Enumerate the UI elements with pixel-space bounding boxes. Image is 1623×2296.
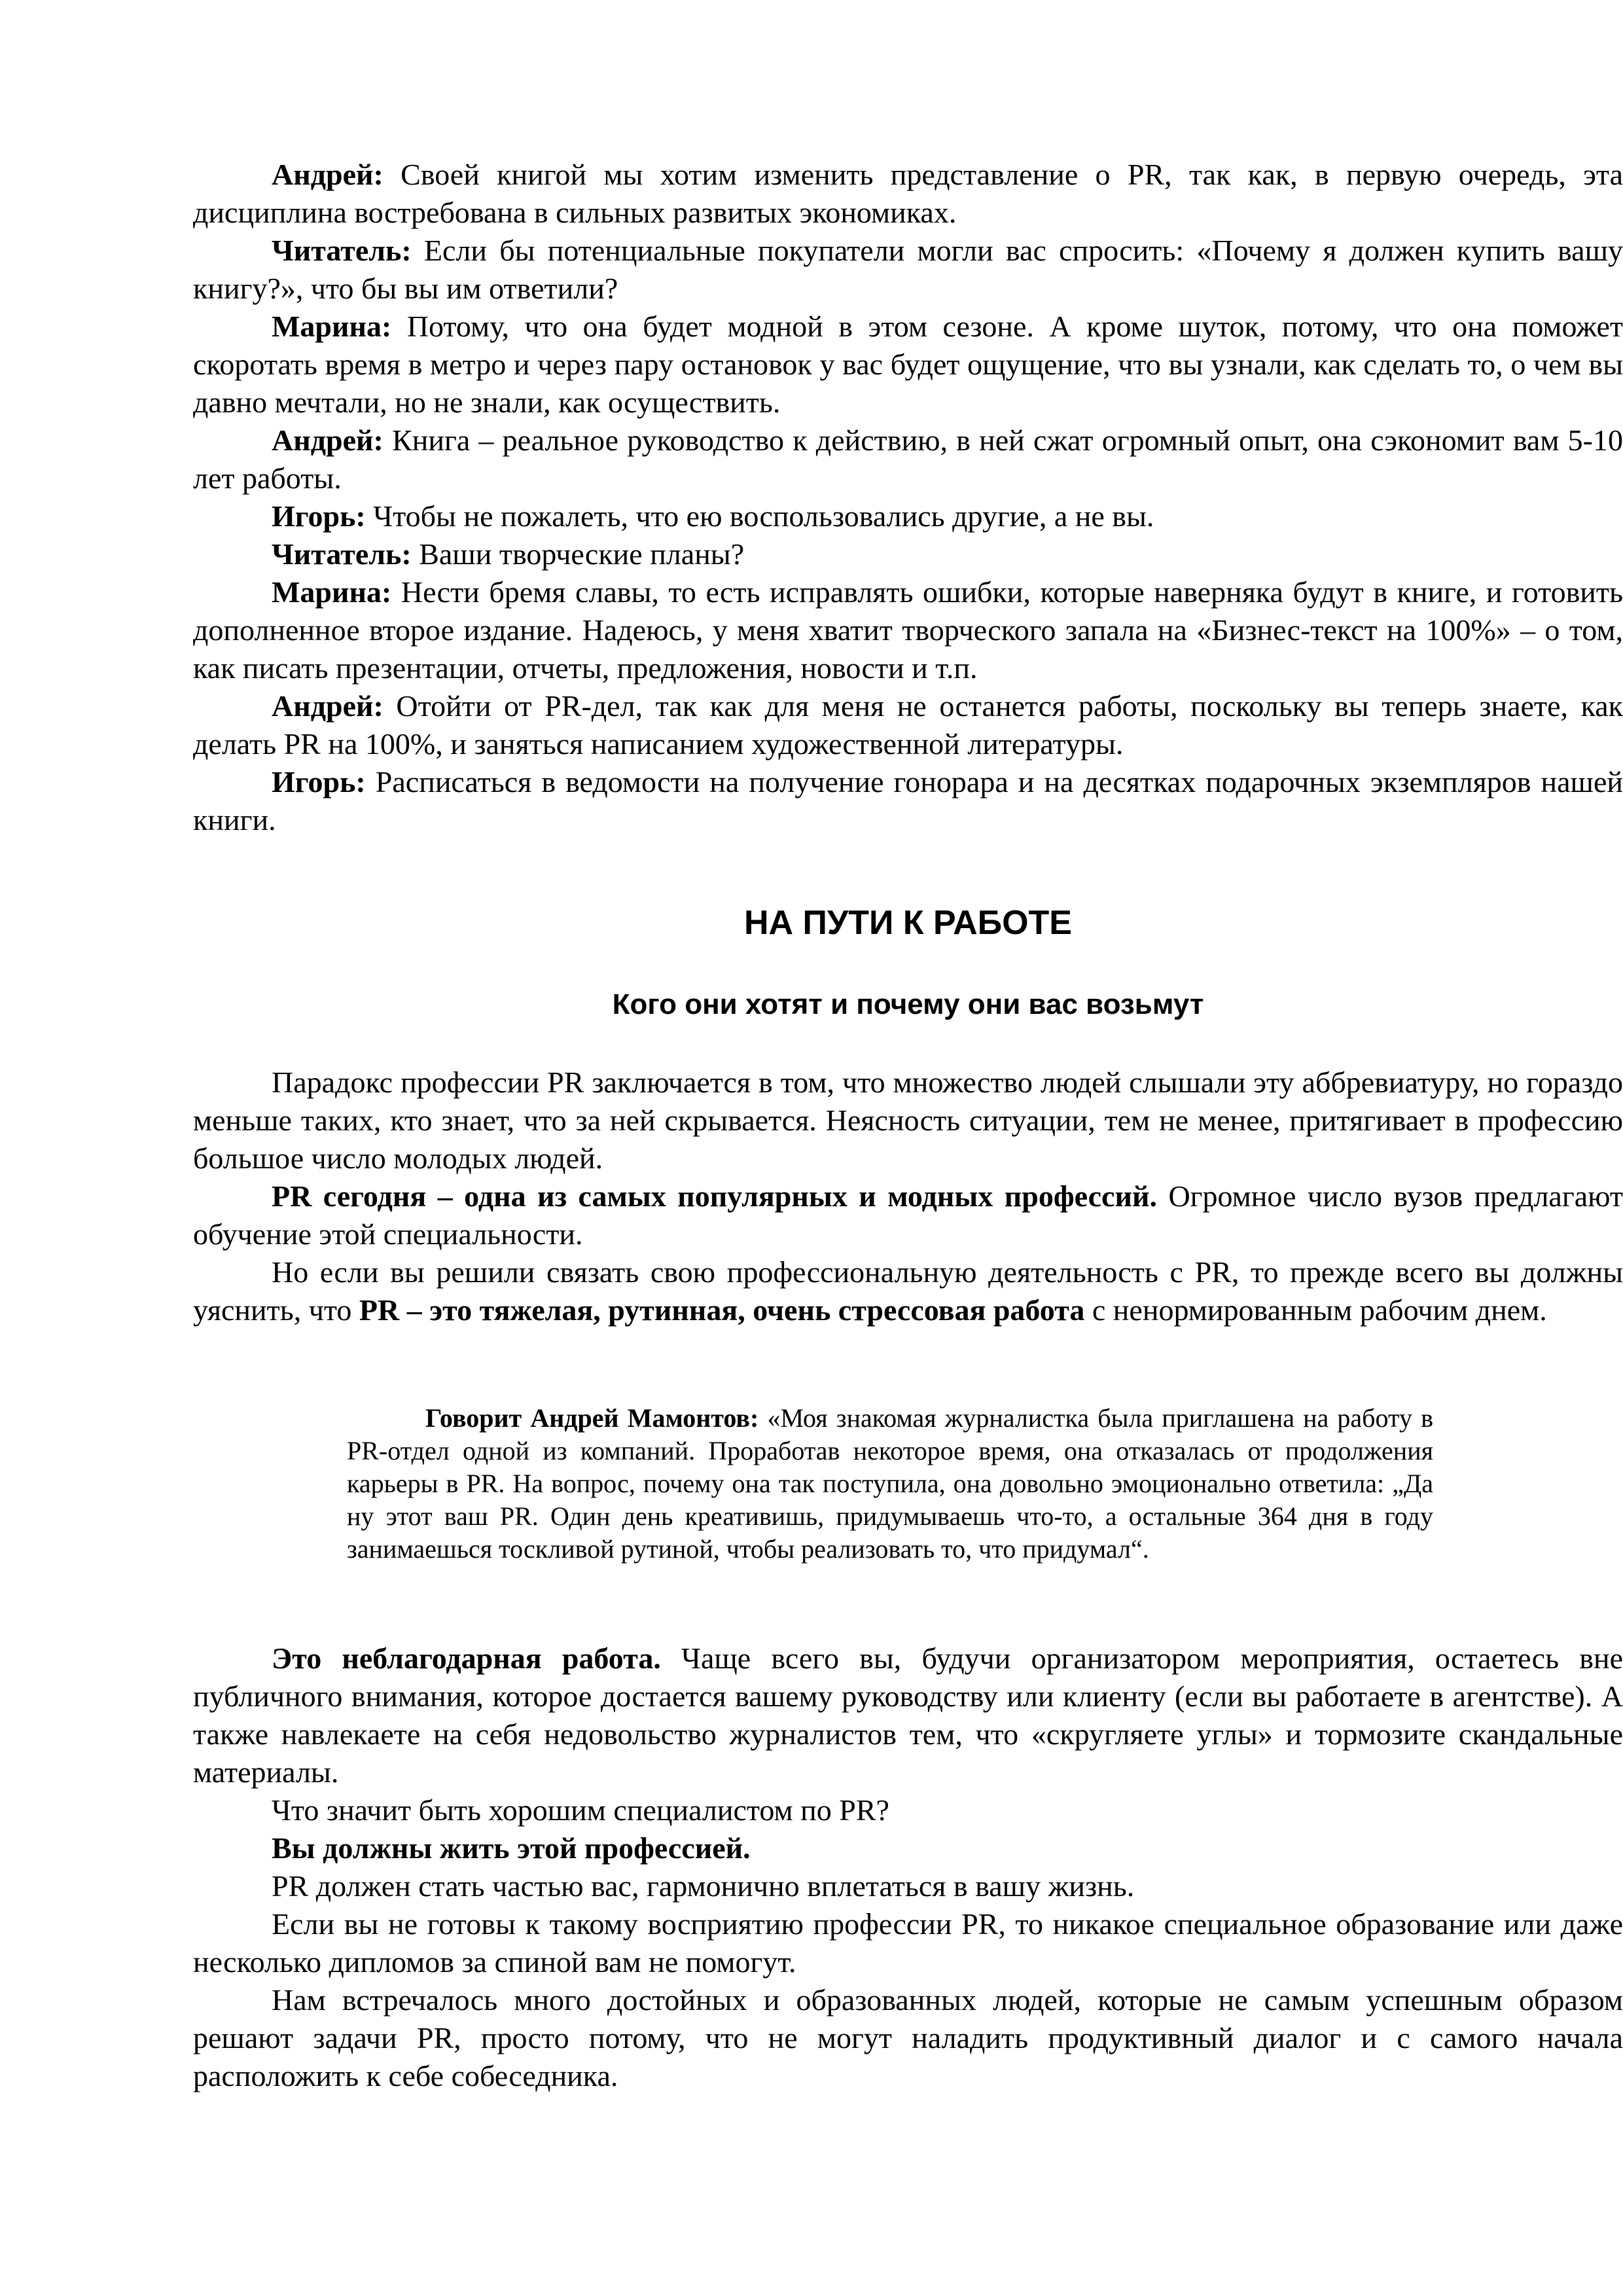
paragraph xyxy=(193,1177,1623,1253)
quote-paragraph xyxy=(347,1402,1433,1566)
speaker-name: Читатель: xyxy=(272,537,412,571)
paragraph-text: с ненормированным рабочим днем. xyxy=(1084,1293,1547,1327)
dialogue-line xyxy=(193,763,1623,839)
paragraph-text: Но если вы решили связать свою профессиональную деятельность с PR, то прежде всего вы должны уяснить, что xyxy=(193,1255,1623,1327)
intro-section xyxy=(193,1064,1623,1329)
dialogue-line xyxy=(193,232,1623,308)
dialogue-section xyxy=(193,156,1623,839)
dialogue-text: Своей книгой мы хотим изменить представление о PR, так как, в первую очередь, эта дисциплина востребована в сильных развитых экономиках. xyxy=(193,158,1623,229)
bold-phrase: PR – это тяжелая, рутинная, очень стрессовая работа xyxy=(359,1293,1085,1327)
paragraph: Нам встречалось много достойных и образованных людей, которые не самым успешным образом решают задачи PR, просто потому, что не могут наладить продуктивный диалог и с самого начала расположить к себе собеседника. xyxy=(193,1983,1623,2092)
quote-text: «Моя знакомая журналистка была приглашена на работу в PR-отдел одной из компаний. Проработав некоторое время, она отказалась от продолжения карьеры в PR. На вопрос, почему она так поступила, она довольно эмоционально ответила: „Да ну этот ваш PR. Один день креативишь, придумываешь что-то, а остальные 364 дня в году занимаешься тоскливой рутиной, чтобы реализовать то, что придумал“. xyxy=(347,1403,1433,1564)
dialogue-line xyxy=(193,573,1623,687)
speaker-name: Игорь: xyxy=(272,499,366,533)
paragraph: Если вы не готовы к такому восприятию профессии PR, то никакое специальное образование или даже несколько дипломов за спиной вам не помогут. xyxy=(193,1907,1623,1979)
speaker-name: Андрей: xyxy=(272,689,383,723)
speaker-name: Андрей: xyxy=(272,158,383,191)
dialogue-text: Расписаться в ведомости на получение гонорара и на десятках подарочных экземпляров нашей книги. xyxy=(193,765,1623,836)
dialogue-text: Отойти от PR-дел, так как для меня не останется работы, поскольку вы теперь знаете, как делать PR на 100%, и заняться написанием художественной литературы. xyxy=(193,689,1623,761)
dialogue-line xyxy=(193,422,1623,497)
dialogue-text: Нести бремя славы, то есть исправлять ошибки, которые наверняка будут в книге, и готовить дополненное второе издание. Надеюсь, у меня хватит творческого запала на «Бизнес-текст на 100%» – о том, как писать презентации, отчеты, предложения, новости и т.п. xyxy=(193,575,1623,685)
dialogue-line xyxy=(193,687,1623,763)
paragraph xyxy=(193,1253,1623,1329)
closing-section xyxy=(193,1640,1623,2095)
dialogue-line xyxy=(193,497,1623,535)
paragraph xyxy=(193,1640,1623,1791)
section-title: НА ПУТИ К РАБОТЕ xyxy=(744,904,1072,942)
bold-phrase: Вы должны жить этой профессией. xyxy=(272,1831,751,1865)
speaker-name: Читатель: xyxy=(272,234,412,267)
bold-phrase: PR сегодня – одна из самых популярных и модных профессий. xyxy=(272,1179,1157,1213)
paragraph-text: Чаще всего вы, будучи организатором мероприятия, остаетесь вне публичного внимания, которое достается вашему руководству или клиенту (если вы работаете в агентстве). А также навлекаете на себя недовольство журналистов тем, что «скругляете углы» и тормозите скандальные материалы. xyxy=(193,1641,1623,1789)
section-subtitle: Кого они хотят и почему они вас возьмут xyxy=(612,988,1204,1020)
paragraph: PR должен стать частью вас, гармонично вплетаться в вашу жизнь. xyxy=(272,1869,1135,1903)
speaker-name: Марина: xyxy=(272,310,392,343)
dialogue-text: Потому, что она будет модной в этом сезоне. А кроме шуток, потому, что она поможет скоротать время в метро и через пару остановок у вас будет ощущение, что вы узнали, как сделать то, о чем вы давно мечтали, но не знали, как осуществить. xyxy=(193,310,1623,419)
speaker-name: Марина: xyxy=(272,575,392,609)
quote-block xyxy=(347,1402,1433,1566)
dialogue-text: Книга – реальное руководство к действию, в ней сжат огромный опыт, она сэкономит вам 5-10 лет работы. xyxy=(193,423,1623,495)
dialogue-line xyxy=(193,308,1623,422)
paragraph: Парадокс профессии PR заключается в том, что множество людей слышали эту аббревиатуру, но гораздо меньше таких, кто знает, что за ней скрывается. Неясность ситуации, тем не менее, притягивает в профессию большое число молодых людей. xyxy=(193,1066,1623,1175)
bold-phrase: Это неблагодарная работа. xyxy=(272,1641,661,1675)
speaker-name: Игорь: xyxy=(272,765,366,798)
paragraph-text: Огромное число вузов предлагают обучение этой специальности. xyxy=(193,1179,1623,1251)
dialogue-text: Чтобы не пожалеть, что ею воспользовались другие, а не вы. xyxy=(365,499,1154,533)
quote-speaker: Говорит Андрей Мамонтов: xyxy=(425,1403,759,1433)
dialogue-line xyxy=(193,156,1623,232)
dialogue-line xyxy=(193,535,1623,573)
dialogue-text: Если бы потенциальные покупатели могли вас спросить: «Почему я должен купить вашу книгу?», что бы вы им ответили? xyxy=(193,234,1623,305)
paragraph xyxy=(193,1829,1623,1867)
dialogue-text: Ваши творческие планы? xyxy=(411,537,745,571)
speaker-name: Андрей: xyxy=(272,423,383,457)
paragraph: Что значит быть хорошим специалистом по PR? xyxy=(272,1793,889,1827)
